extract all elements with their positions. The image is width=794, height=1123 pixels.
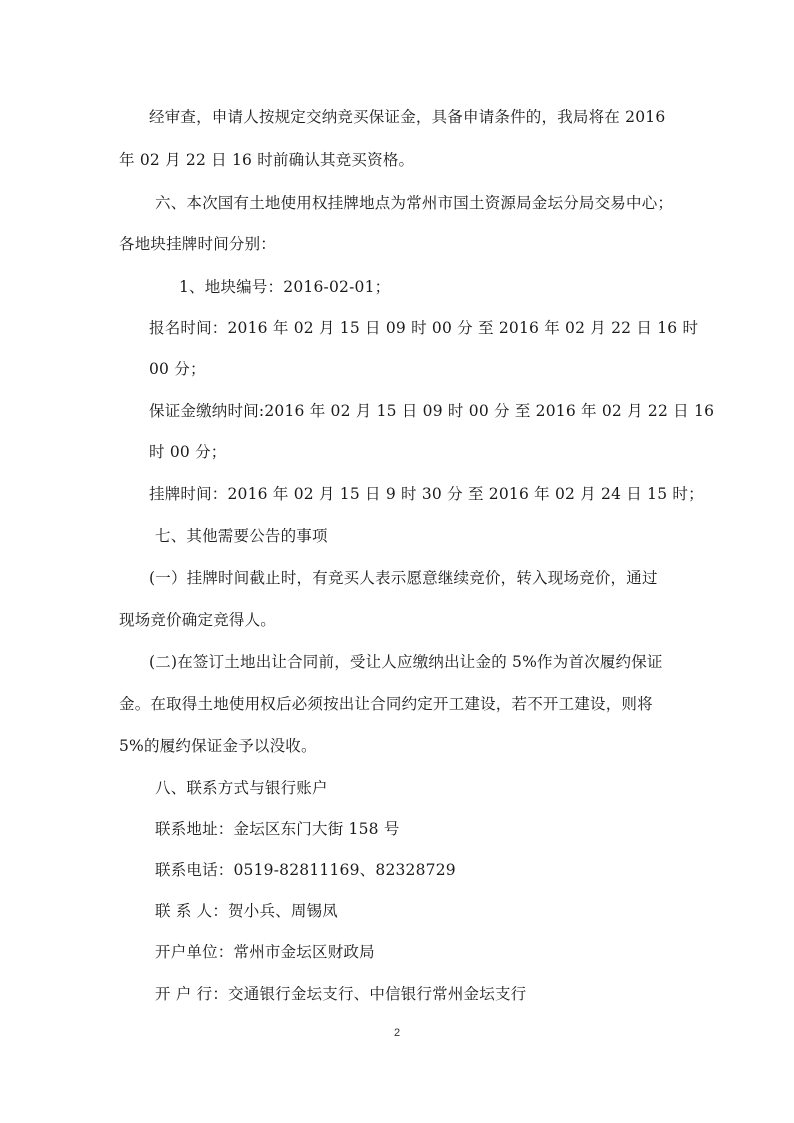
item-2-line-2: 金。在取得土地使用权后必须按出让合同约定开工建设，若不开工建设，则将: [119, 695, 653, 713]
registration-time: 报名时间：2016 年 02 月 15 日 09 时 00 分 至 2016 年 02 月 22 日 16 时: [149, 319, 699, 337]
bank-name: 开 户 行：交通银行金坛支行、中信银行常州金坛支行: [155, 985, 527, 1003]
listing-time: 挂牌时间：2016 年 02 月 15 日 9 时 30 分 至 2016 年 02 月 24 日 15 时；: [149, 485, 704, 503]
contact-phone: 联系电话：0519-82811169、82328729: [155, 861, 456, 879]
section-8-heading: 八、联系方式与银行账户: [155, 779, 328, 797]
item-2-line-3: 5%的履约保证金予以没收。: [119, 737, 317, 755]
plot-number: 1、地块编号：2016-02-01；: [179, 278, 391, 296]
account-holder: 开户单位：常州市金坛区财政局: [155, 943, 375, 961]
paragraph-line-2: 年 02 月 22 日 16 时前确认其竞买资格。: [119, 151, 415, 169]
deposit-payment-time-cont: 时 00 分；: [149, 443, 227, 461]
item-1-line-1: (一）挂牌时间截止时，有竞买人表示愿意继续竞价，转入现场竞价，通过: [149, 569, 658, 587]
item-2-line-1: (二)在签订土地出让合同前，受让人应缴纳出让金的 5%作为首次履约保证: [149, 653, 663, 671]
paragraph-line-1: 经审查，申请人按规定交纳竞买保证金，具备申请条件的，我局将在 2016: [149, 108, 666, 126]
paragraph-line-4: 各地块挂牌时间分别：: [119, 235, 277, 253]
registration-time-cont: 00 分；: [149, 360, 206, 378]
section-6-heading: 六、本次国有土地使用权挂牌地点为常州市国土资源局金坛分局交易中心；: [155, 194, 674, 212]
contact-person: 联 系 人：贺小兵、周锡凤: [155, 902, 338, 920]
item-1-line-2: 现场竞价确定竞得人。: [119, 611, 277, 629]
page-number: 2: [393, 1027, 401, 1039]
deposit-payment-time: 保证金缴纳时间:2016 年 02 月 15 日 09 时 00 分 至 2016 年 02 月 22 日 16: [149, 402, 715, 420]
contact-address: 联系地址：金坛区东门大街 158 号: [155, 820, 400, 838]
section-7-heading: 七、其他需要公告的事项: [155, 527, 328, 545]
